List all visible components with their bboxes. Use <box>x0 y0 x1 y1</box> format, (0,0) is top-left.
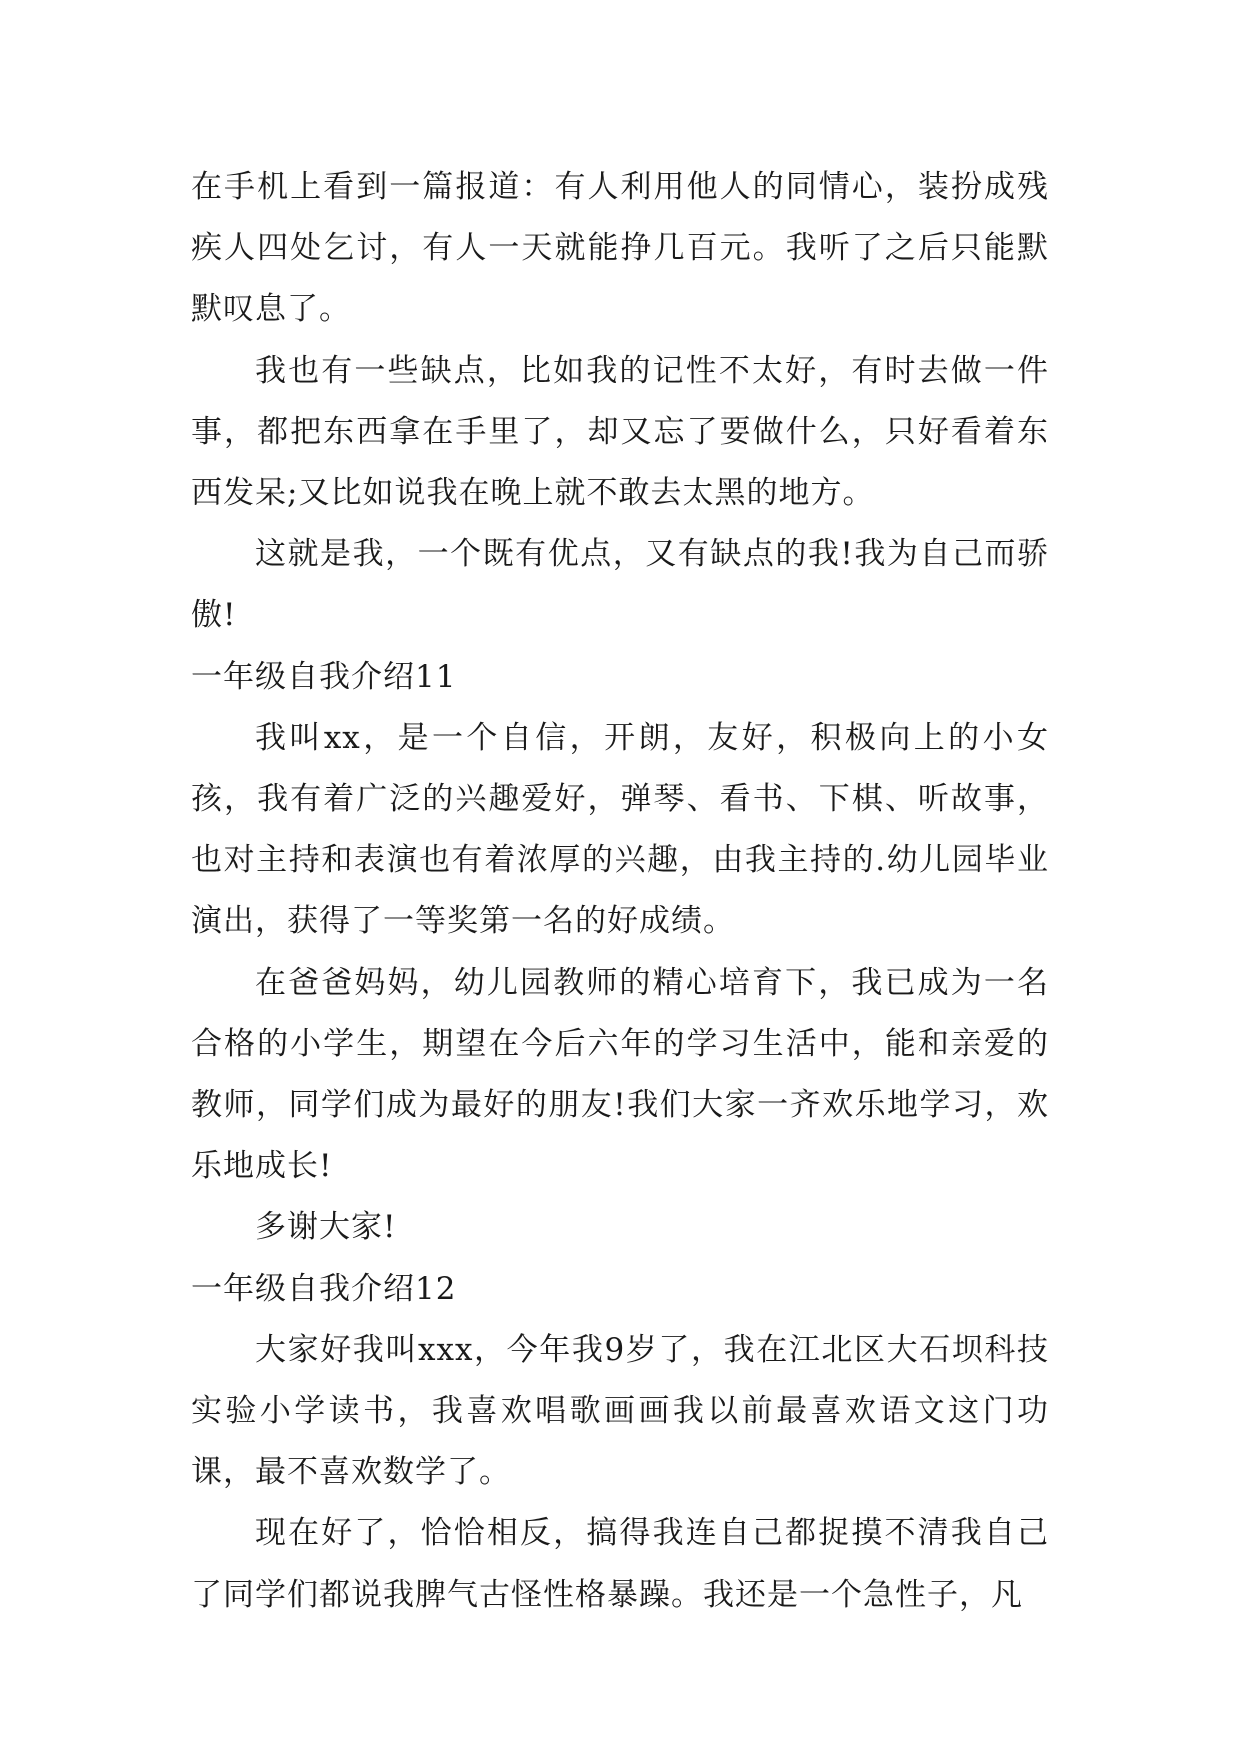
paragraph-7: 大家好我叫xxx，今年我9岁了，我在江北区大石坝科技实验小学读书，我喜欢唱歌画画我以前最喜欢语文这门功课，最不喜欢数学了。 <box>191 1331 1049 1491</box>
paragraph-1: 在手机上看到一篇报道：有人利用他人的同情心，装扮成残疾人四处乞讨，有人一天就能挣几百元。我听了之后只能默默叹息了。 <box>191 169 1049 328</box>
section-heading-11: 一年级自我介绍11 <box>191 658 457 695</box>
paragraph-8: 现在好了，恰恰相反，搞得我连自己都捉摸不清我自己了同学们都说我脾气古怪性格暴躁。我还是一个急性子，凡 <box>191 1515 1049 1613</box>
paragraph-3: 这就是我，一个既有优点，又有缺点的我!我为自己而骄傲! <box>191 536 1049 634</box>
paragraph-6: 多谢大家! <box>255 1209 397 1246</box>
paragraph-4: 我叫xx，是一个自信，开朗，友好，积极向上的小女孩，我有着广泛的兴趣爱好，弹琴、看书、下棋、听故事，也对主持和表演也有着浓厚的兴趣，由我主持的.幼儿园毕业演出，获得了一等奖第一名的好成绩。 <box>191 719 1049 940</box>
paragraph-5: 在爸爸妈妈，幼儿园教师的精心培育下，我已成为一名合格的小学生，期望在今后六年的学习生活中，能和亲爱的教师，同学们成为最好的朋友!我们大家一齐欢乐地学习，欢乐地成长! <box>191 964 1049 1185</box>
section-heading-12: 一年级自我介绍12 <box>191 1270 457 1307</box>
paragraph-2: 我也有一些缺点，比如我的记性不太好，有时去做一件事，都把东西拿在手里了，却又忘了要做什么，只好看着东西发呆;又比如说我在晚上就不敢去太黑的地方。 <box>191 352 1049 512</box>
document-page <box>191 157 1049 1626</box>
